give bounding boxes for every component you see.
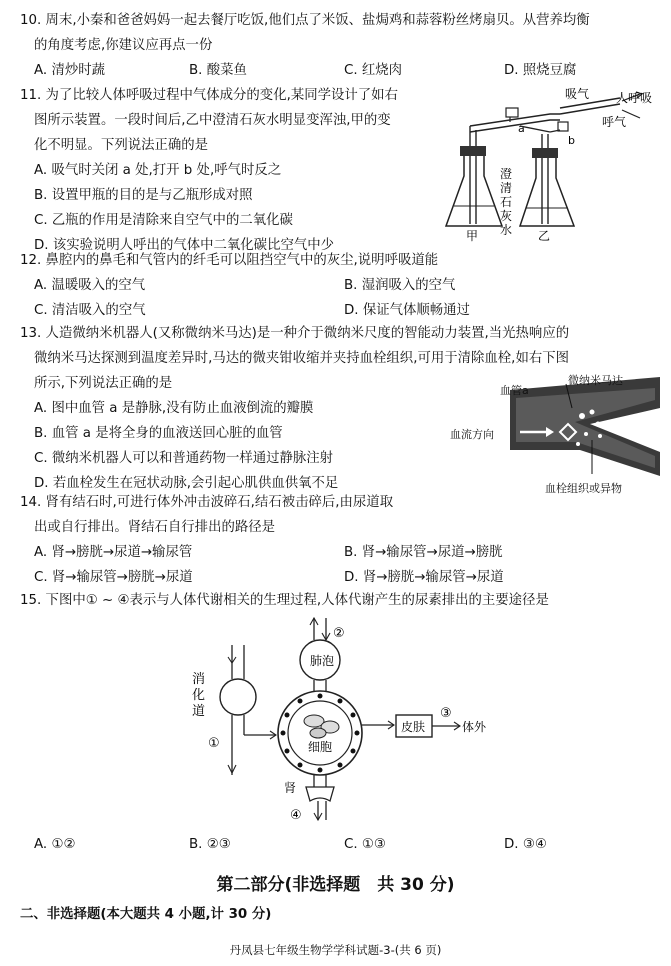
q11-option-d[interactable]: D. 该实验说明人呼出的气体中二氧化碳比空气中少 <box>34 238 335 253</box>
q15-option-c[interactable]: C. ①③ <box>344 837 386 852</box>
q14-stem-2: 出或自行排出。肾结石自行排出的路径是 <box>34 520 276 535</box>
outside-label: 体外 <box>462 720 487 734</box>
exhale-label: 呼气 <box>602 115 627 129</box>
q14-option-d[interactable]: D. 肾→膀胱→输尿管→尿道 <box>344 570 504 585</box>
q13-stem-1: 13. 人造微纳米机器人(又称微纳米马达)是一种介于微纳米尺度的智能动力装置,当光热响应的 <box>20 326 570 341</box>
person-label: 人呼吸 <box>616 91 653 105</box>
q15-stem-1: 15. 下图中① ~ ④表示与人体代谢相关的生理过程,人体代谢产生的尿素排出的主要途径是 <box>20 593 549 608</box>
q10-options <box>20 58 590 83</box>
q13-stem-2: 微纳米马达探测到温度差异时,马达的微夹钳收缩并夹持血栓组织,可用于清除血栓,如右下图 <box>34 351 570 366</box>
lime-water-char-2: 清 <box>500 181 513 195</box>
q11-option-b[interactable]: B. 设置甲瓶的目的是与乙瓶形成对照 <box>34 188 253 203</box>
cell-label: 细胞 <box>308 740 333 754</box>
q13-option-c[interactable]: C. 微纳米机器人可以和普通药物一样通过静脉注射 <box>34 451 334 466</box>
lime-water-char-5: 水 <box>500 223 513 237</box>
skin-label: 皮肤 <box>401 720 426 734</box>
q11-stem-1: 11. 为了比较人体呼吸过程中气体成分的变化,某同学设计了如右 <box>20 88 398 103</box>
q11-option-c[interactable]: C. 乙瓶的作用是清除来自空气中的二氧化碳 <box>34 213 293 228</box>
question-11 <box>20 83 398 258</box>
question-12 <box>20 248 470 323</box>
metabolism-figure <box>180 615 520 830</box>
inhale-label: 吸气 <box>565 87 590 101</box>
flask-jia-label: 甲 <box>466 229 479 243</box>
clot-label: 血栓组织或异物 <box>545 482 622 495</box>
q10-stem-1: 10. 周末,小秦和爸爸妈妈一起去餐厅吃饭,他们点了米饭、盐焗鸡和蒜蓉粉丝烤扇贝。从营养均衡 <box>20 13 590 28</box>
vessel-a-label: 血管a <box>500 384 529 397</box>
q14-option-c[interactable]: C. 肾→输尿管→膀胱→尿道 <box>34 570 193 585</box>
digestive-char-2: 化 <box>192 688 206 703</box>
nanomotor-label: 微纳米马达 <box>568 374 623 387</box>
q12-options-row-2 <box>20 298 470 323</box>
q15-option-b[interactable]: B. ②③ <box>189 837 231 852</box>
q14-option-b[interactable]: B. 肾→输尿管→尿道→膀胱 <box>344 545 503 560</box>
q13-option-d[interactable]: D. 若血栓发生在冠状动脉,会引起心肌供血供氧不足 <box>34 476 339 491</box>
q14-options-row-1 <box>20 540 504 565</box>
flask-yi-label: 乙 <box>538 229 551 243</box>
digestive-char-1: 消 <box>192 672 206 687</box>
question-10 <box>20 8 590 83</box>
alveoli-label: 肺泡 <box>310 654 335 668</box>
q10-option-c[interactable]: C. 红烧肉 <box>344 63 403 78</box>
q12-option-a[interactable]: A. 温暖吸入的空气 <box>34 278 146 293</box>
q15-option-a[interactable]: A. ①② <box>34 837 76 852</box>
nanomotor-figure <box>450 372 660 502</box>
process-4-label: ④ <box>290 808 302 823</box>
digestive-char-3: 道 <box>192 704 206 719</box>
q10-option-a[interactable]: A. 清炒时蔬 <box>34 63 105 78</box>
process-3-label: ③ <box>440 706 452 721</box>
q13-option-a[interactable]: A. 图中血管 a 是静脉,没有防止血液倒流的瓣膜 <box>34 401 314 416</box>
q15-options <box>20 832 547 857</box>
q13-option-b[interactable]: B. 血管 a 是将全身的血液送回心脏的血管 <box>34 426 283 441</box>
q15-options-row <box>20 832 547 857</box>
section-2-title: 第二部分(非选择题 共 30 分) <box>216 875 455 895</box>
q12-option-c[interactable]: C. 清洁吸入的空气 <box>34 303 146 318</box>
q10-option-d[interactable]: D. 照烧豆腐 <box>504 63 577 78</box>
blood-flow-label: 血流方向 <box>450 428 494 441</box>
q14-options-row-2 <box>20 565 504 590</box>
q12-options-row-1 <box>20 273 470 298</box>
q11-option-a[interactable]: A. 吸气时关闭 a 处,打开 b 处,呼气时反之 <box>34 163 282 178</box>
kidney-label: 肾 <box>284 781 297 795</box>
q10-option-b[interactable]: B. 酸菜鱼 <box>189 63 247 78</box>
valve-b-label: b <box>568 134 575 147</box>
page-footer: 丹凤县七年级生物学学科试题-3-(共 6 页) <box>229 943 442 957</box>
lime-water-char-1: 澄 <box>500 167 513 181</box>
q15-option-d[interactable]: D. ③④ <box>504 837 547 852</box>
breathing-apparatus-figure <box>440 84 665 244</box>
question-14 <box>20 490 504 590</box>
process-1-label: ① <box>208 736 220 751</box>
q12-option-b[interactable]: B. 湿润吸入的空气 <box>344 278 456 293</box>
process-2-label: ② <box>333 626 345 641</box>
q11-stem-3: 化不明显。下列说法正确的是 <box>34 138 209 153</box>
q12-stem-1: 12. 鼻腔内的鼻毛和气管内的纤毛可以阻挡空气中的灰尘,说明呼吸道能 <box>20 253 439 268</box>
lime-water-char-3: 石 <box>500 195 513 209</box>
q13-stem-3: 所示,下列说法正确的是 <box>34 376 173 391</box>
question-15 <box>20 588 549 613</box>
lime-water-char-4: 灰 <box>500 209 513 223</box>
q14-stem-1: 14. 肾有结石时,可进行体外冲击波碎石,结石被击碎后,由尿道取 <box>20 495 394 510</box>
q10-stem-2: 的角度考虑,你建议应再点一份 <box>34 38 213 53</box>
section-2-heading: 二、非选择题(本大题共 4 小题,计 30 分) <box>20 907 272 922</box>
q12-option-d[interactable]: D. 保证气体顺畅通过 <box>344 303 470 318</box>
q11-stem-2: 图所示装置。一段时间后,乙中澄清石灰水明显变浑浊,甲的变 <box>34 113 391 128</box>
q14-option-a[interactable]: A. 肾→膀胱→尿道→输尿管 <box>34 545 193 560</box>
valve-a-label: a <box>518 122 525 135</box>
